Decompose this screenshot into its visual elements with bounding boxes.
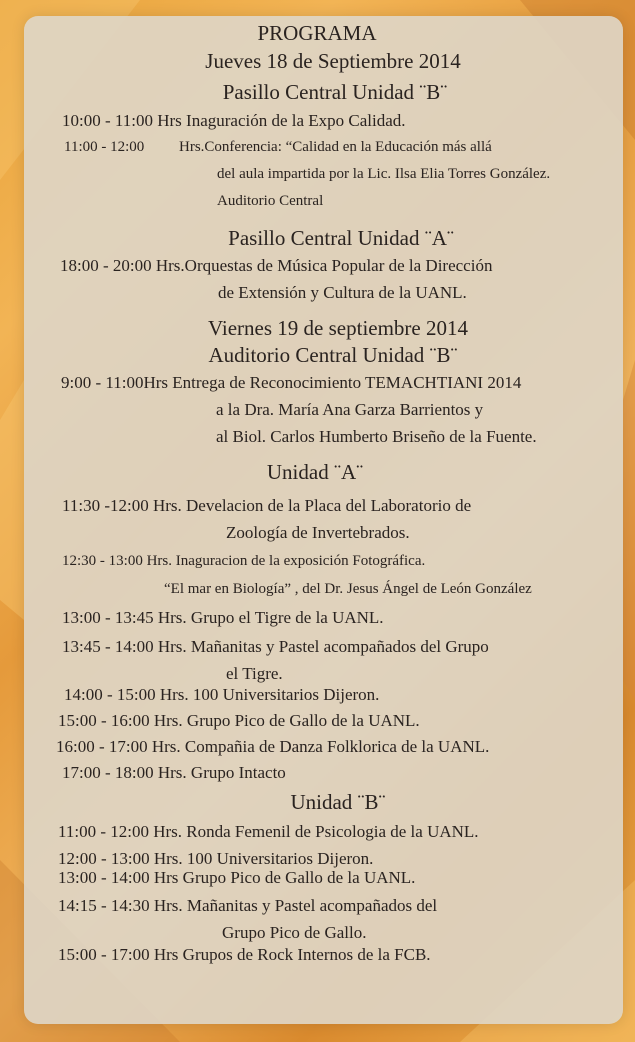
facet-6 [623, 360, 635, 700]
program-title: PROGRAMA [257, 21, 377, 45]
day1-row-2-cont-1: del aula impartida por la Lic. Ilsa Elia Torres González. [217, 166, 551, 182]
unidad-b-row-2: 12:00 - 13:00 Hrs. 100 Universitarios Dijeron. [58, 849, 374, 868]
facet-5 [0, 380, 24, 620]
day1-row-2-text: Hrs.Conferencia: “Calidad en la Educación más allá [179, 139, 492, 155]
day1-row-1: 10:00 - 11:00 Hrs Inaguración de la Expo Calidad. [62, 111, 406, 130]
unidad-b-row-3: 13:00 - 14:00 Hrs Grupo Pico de Gallo de la UANL. [58, 868, 416, 887]
unidad-a-row-5: 14:00 - 15:00 Hrs. 100 Universitarios Dijeron. [64, 685, 380, 704]
unidad-a-row-7: 16:00 - 17:00 Hrs. Compañia de Danza Folklorica de la UANL. [56, 737, 490, 756]
day2-venue-unidad-a: Unidad ¨A¨ [266, 460, 364, 484]
day2-date: Viernes 19 de septiembre 2014 [208, 316, 468, 340]
unidad-a-row-3: 13:00 - 13:45 Hrs. Grupo el Tigre de la UANL. [62, 608, 384, 627]
day1-row-3-cont: de Extensión y Cultura de la UANL. [218, 283, 467, 302]
day1-row-2-cont-2: Auditorio Central [217, 193, 324, 209]
unidad-a-row-2-cont: “El mar en Biología” , del Dr. Jesus Ángel de León González [164, 581, 532, 597]
day1-row-2-time: 11:00 - 12:00 [64, 139, 145, 155]
unidad-b-row-4-cont: Grupo Pico de Gallo. [222, 923, 367, 942]
day2-venue-unidad-b: Unidad ¨B¨ [290, 790, 386, 814]
day1-row-3: 18:00 - 20:00 Hrs.Orquestas de Música Popular de la Dirección [60, 256, 493, 275]
day1-venue-a: Pasillo Central Unidad ¨A¨ [228, 226, 454, 250]
unidad-a-row-6: 15:00 - 16:00 Hrs. Grupo Pico de Gallo de la UANL. [58, 711, 420, 730]
unidad-a-row-4: 13:45 - 14:00 Hrs. Mañanitas y Pastel acompañados del Grupo [62, 637, 489, 656]
unidad-a-row-8: 17:00 - 18:00 Hrs. Grupo Intacto [62, 763, 286, 782]
day1-venue-b: Pasillo Central Unidad ¨B¨ [222, 80, 448, 104]
unidad-b-row-1: 11:00 - 12:00 Hrs. Ronda Femenil de Psicologia de la UANL. [58, 822, 479, 841]
unidad-a-row-4-cont: el Tigre. [226, 664, 283, 683]
day2-row-1-cont-2: al Biol. Carlos Humberto Briseño de la Fuente. [216, 427, 537, 446]
unidad-b-row-4: 14:15 - 14:30 Hrs. Mañanitas y Pastel acompañados del [58, 896, 438, 915]
day2-row-1-cont-1: a la Dra. María Ana Garza Barrientos y [216, 400, 484, 419]
day2-row-1: 9:00 - 11:00Hrs Entrega de Reconocimiento TEMACHTIANI 2014 [61, 373, 522, 392]
day1-date: Jueves 18 de Septiembre 2014 [205, 49, 461, 73]
unidad-b-row-5: 15:00 - 17:00 Hrs Grupos de Rock Internos de la FCB. [58, 945, 431, 964]
unidad-a-row-1: 11:30 -12:00 Hrs. Develacion de la Placa del Laboratorio de [62, 496, 472, 515]
unidad-a-row-1-cont: Zoología de Invertebrados. [226, 523, 410, 542]
unidad-a-row-2: 12:30 - 13:00 Hrs. Inaguracion de la exposición Fotográfica. [62, 553, 426, 569]
day2-venue-auditorio: Auditorio Central Unidad ¨B¨ [208, 343, 458, 367]
